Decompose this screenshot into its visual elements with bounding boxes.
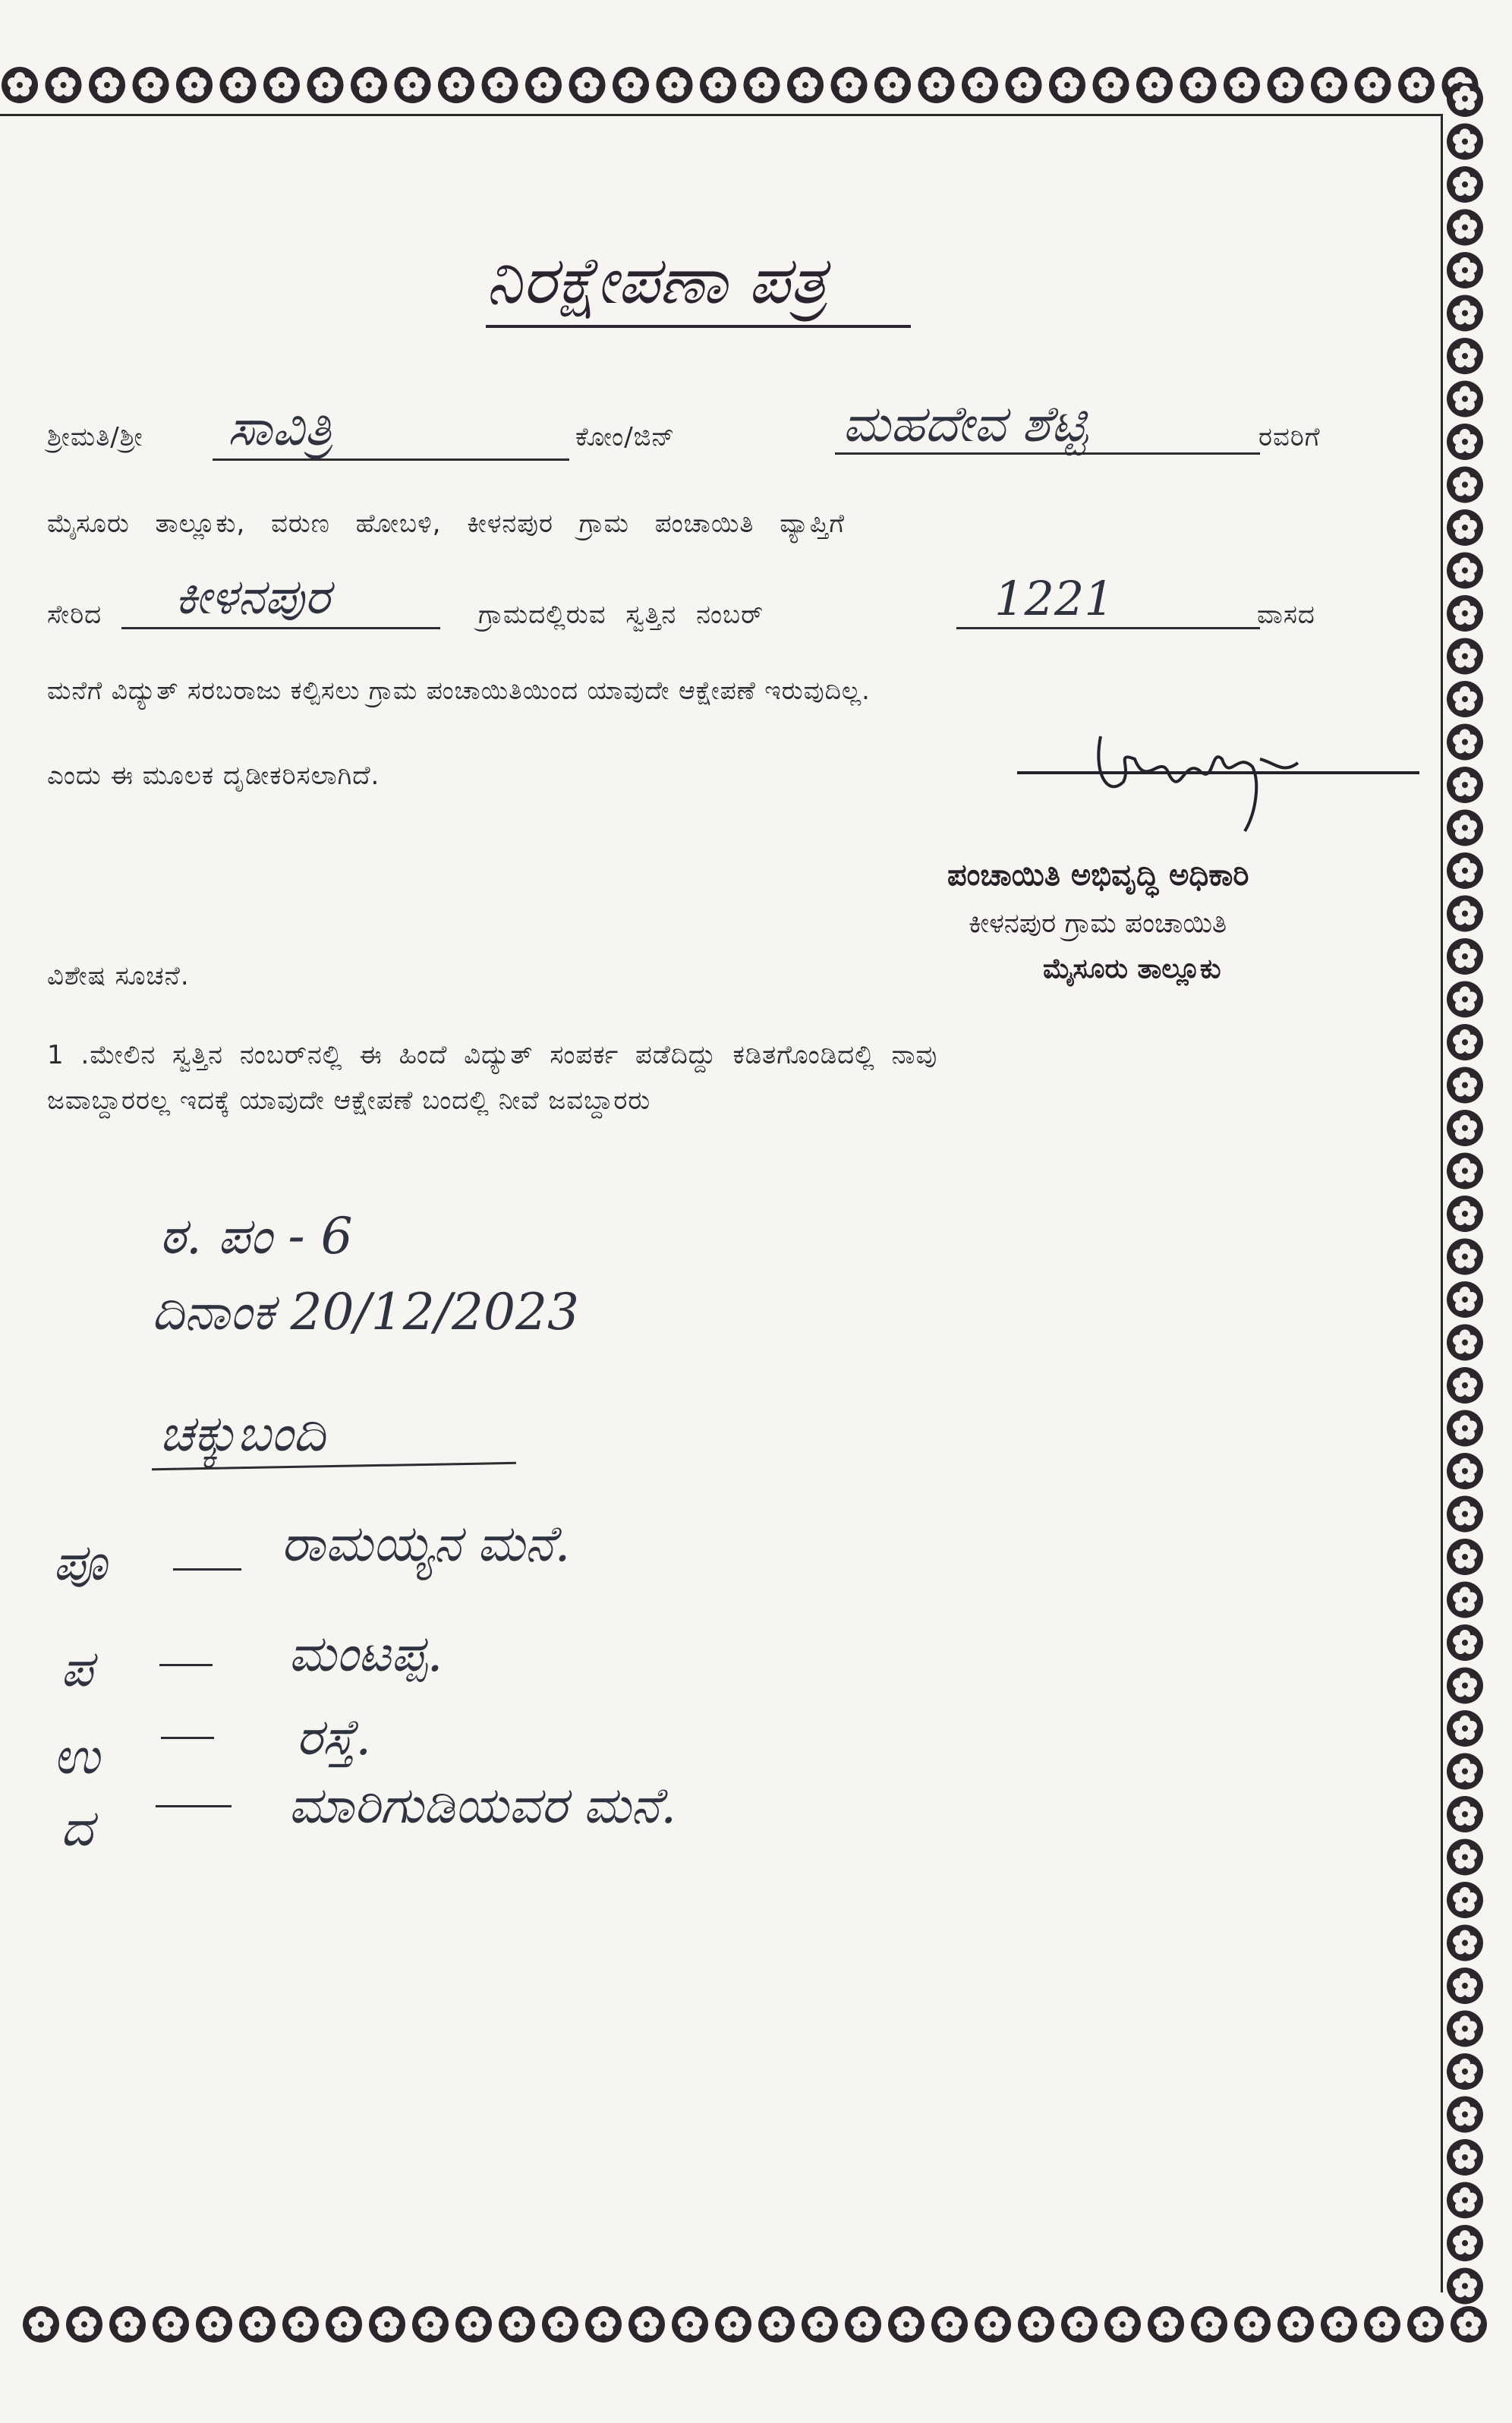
boundary-west-direction: ಪ	[61, 1640, 93, 1698]
flower-ornament-icon	[700, 67, 736, 103]
boundary-east-dash	[173, 1568, 241, 1571]
handwritten-date: ದಿನಾಂಕ 20/12/2023	[152, 1283, 579, 1341]
flower-ornament-icon	[715, 2306, 751, 2343]
flower-ornament-icon	[1447, 681, 1483, 717]
flower-ornament-icon	[1018, 2306, 1054, 2343]
flower-ornament-icon	[931, 2306, 968, 2343]
flower-ornament-icon	[1447, 1024, 1483, 1060]
flower-ornament-icon	[1447, 424, 1483, 460]
flower-ornament-icon	[1321, 2306, 1357, 2343]
flower-ornament-icon	[239, 2306, 276, 2343]
flower-ornament-icon	[1104, 2306, 1141, 2343]
inner-rule-top	[0, 114, 1442, 116]
page-title: ನಿರಕ್ಷೇಪಣಾ ಪತ್ರ	[486, 243, 827, 319]
flower-ornament-icon	[962, 67, 998, 103]
flower-ornament-icon	[569, 67, 606, 103]
flower-ornament-icon	[1447, 1968, 1483, 2004]
flower-ornament-icon	[1447, 1239, 1483, 1275]
stamp-designation: ಪಂಚಾಯಿತಿ ಅಭಿವೃದ್ಧಿ ಅಧಿಕಾರಿ	[947, 858, 1249, 893]
flower-ornament-icon	[585, 2306, 622, 2343]
flower-ornament-icon	[1447, 1496, 1483, 1533]
relation-label: ಕೋಂ/ಜಿನ್	[575, 422, 676, 452]
flower-ornament-icon	[613, 67, 649, 103]
serida-label: ಸೇರಿದ	[47, 600, 102, 630]
flower-ornament-icon	[787, 67, 824, 103]
flower-ornament-icon	[874, 67, 911, 103]
flower-ornament-icon	[499, 2306, 535, 2343]
flower-ornament-icon	[1447, 1624, 1483, 1661]
boundary-south-dash	[156, 1805, 232, 1807]
flower-ornament-icon	[282, 2306, 319, 2343]
flower-ornament-icon	[220, 67, 257, 103]
flower-ornament-icon	[1447, 1367, 1483, 1404]
decorative-border-bottom	[23, 2300, 1503, 2349]
flower-ornament-icon	[845, 2306, 881, 2343]
flower-ornament-icon	[672, 2306, 708, 2343]
flower-ornament-icon	[831, 67, 868, 103]
flower-ornament-icon	[1447, 724, 1483, 761]
flower-ornament-icon	[1447, 2268, 1483, 2305]
stamp-panchayat: ಕೀಳನಪುರ ಗ್ರಾಮ ಪಂಚಾಯಿತಿ	[969, 908, 1227, 939]
flower-ornament-icon	[1447, 1882, 1483, 1918]
flower-ornament-icon	[1447, 2182, 1483, 2219]
flower-ornament-icon	[1447, 981, 1483, 1018]
boundary-west-value: ಮಂಟಪ್ಪ.	[288, 1624, 443, 1683]
ravarige-label: ರವರಿಗೆ	[1258, 422, 1321, 452]
stamp-taluk: ಮೈಸೂರು ತಾಲ್ಲೂಕು	[1043, 953, 1221, 985]
note-line-2: ಜವಾಬ್ದಾರರಲ್ಲ ಇದಕ್ಕೆ ಯಾವುದೇ ಆಕ್ಷೇಪಣೆ ಬಂದಲ್ಲಿ ನೀವೆ ಜವಬ್ದಾರರು	[47, 1085, 651, 1116]
village-name-line	[121, 627, 440, 629]
flower-ornament-icon	[23, 2306, 59, 2343]
flower-ornament-icon	[1447, 1453, 1483, 1489]
flower-ornament-icon	[1447, 467, 1483, 503]
boundary-west-dash	[159, 1664, 213, 1666]
flower-ornament-icon	[918, 67, 955, 103]
flower-ornament-icon	[1447, 210, 1483, 246]
flower-ornament-icon	[482, 67, 518, 103]
village-name: ಕೀಳನಪುರ	[175, 569, 330, 625]
flower-ornament-icon	[1447, 381, 1483, 417]
flower-ornament-icon	[1447, 124, 1483, 160]
flower-ornament-icon	[1006, 67, 1042, 103]
flower-ornament-icon	[1447, 166, 1483, 203]
title-underline	[486, 325, 911, 328]
decorative-border-right	[1442, 83, 1488, 2323]
flower-ornament-icon	[66, 2306, 102, 2343]
flower-ornament-icon	[1447, 1839, 1483, 1876]
flower-ornament-icon	[1061, 2306, 1098, 2343]
flower-ornament-icon	[1093, 67, 1129, 103]
flower-ornament-icon	[369, 2306, 405, 2343]
flower-ornament-icon	[975, 2306, 1011, 2343]
flower-ornament-icon	[1311, 67, 1347, 103]
decorative-border-top	[0, 62, 1488, 108]
flower-ornament-icon	[1447, 1753, 1483, 1790]
flower-ornament-icon	[1268, 67, 1304, 103]
flower-ornament-icon	[1277, 2306, 1314, 2343]
flower-ornament-icon	[1447, 338, 1483, 374]
flower-ornament-icon	[1136, 67, 1173, 103]
property-number-label: ಗ್ರಾಮದಲ್ಲಿರುವ ಸ್ವತ್ತಿನ ನಂಬರ್	[478, 600, 764, 630]
flower-ornament-icon	[888, 2306, 925, 2343]
flower-ornament-icon	[153, 2306, 189, 2343]
flower-ornament-icon	[1398, 67, 1435, 103]
flower-ornament-icon	[1447, 852, 1483, 889]
flower-ornament-icon	[1447, 896, 1483, 932]
flower-ornament-icon	[438, 67, 474, 103]
flower-ornament-icon	[412, 2306, 449, 2343]
certification-statement: ಎಂದು ಈ ಮೂಲಕ ದೃಡೀಕರಿಸಲಾಗಿದೆ.	[47, 761, 380, 791]
flower-border-right-icon	[1442, 83, 1488, 2323]
flower-ornament-icon	[1447, 1668, 1483, 1704]
boundary-north-direction: ಉ	[53, 1727, 100, 1785]
boundary-south-value: ಮಾರಿಗುಡಿಯವರ ಮನೆ.	[288, 1776, 677, 1835]
flower-ornament-icon	[1447, 1925, 1483, 1961]
officer-signature-icon	[1010, 729, 1435, 835]
flower-ornament-icon	[1447, 83, 1483, 117]
inner-rule-right	[1441, 114, 1443, 2292]
flower-ornament-icon	[525, 67, 562, 103]
flower-ornament-icon	[1049, 67, 1085, 103]
boundary-east-direction: ಪೂ	[53, 1533, 108, 1592]
applicant-name-line	[213, 458, 569, 461]
flower-ornament-icon	[1447, 1539, 1483, 1575]
flower-border-bottom-icon	[23, 2300, 1503, 2349]
flower-ornament-icon	[1447, 2225, 1483, 2261]
reference-number: ಠ. ಪಂ - 6	[159, 1207, 353, 1265]
flower-ornament-icon	[1224, 67, 1260, 103]
no-objection-statement: ಮನೆಗೆ ವಿದ್ಯುತ್ ಸರಬರಾಜು ಕಲ್ಪಿಸಲು ಗ್ರಾಮ ಪಂಚಾಯಿತಿಯಿಂದ ಯಾವುದೇ ಆಕ್ಷೇಪಣೆ ಇರುವುದಿಲ್ಲ.	[47, 676, 871, 705]
flower-ornament-icon	[89, 67, 125, 103]
flower-ornament-icon	[1447, 2011, 1483, 2047]
flower-ornament-icon	[1447, 509, 1483, 546]
flower-ornament-icon	[326, 2306, 362, 2343]
flower-ornament-icon	[1191, 2306, 1227, 2343]
flower-ornament-icon	[1447, 938, 1483, 975]
flower-ornament-icon	[395, 67, 431, 103]
flower-ornament-icon	[802, 2306, 838, 2343]
boundary-north-dash	[161, 1737, 214, 1739]
flower-ornament-icon	[1447, 553, 1483, 589]
flower-ornament-icon	[1447, 1710, 1483, 1747]
flower-ornament-icon	[1148, 2306, 1184, 2343]
flower-ornament-icon	[542, 2306, 578, 2343]
flower-ornament-icon	[455, 2306, 492, 2343]
flower-ornament-icon	[1447, 1796, 1483, 1832]
flower-ornament-icon	[1447, 1281, 1483, 1318]
boundary-north-value: ರಸ್ತೆ.	[296, 1708, 372, 1766]
flower-ornament-icon	[1447, 638, 1483, 675]
flower-ornament-icon	[1447, 595, 1483, 632]
flower-ornament-icon	[1447, 2053, 1483, 2090]
note-heading: ವಿಶೇಷ ಸೂಚನೆ.	[47, 961, 190, 991]
flower-ornament-icon	[263, 67, 300, 103]
flower-ornament-icon	[1364, 2306, 1400, 2343]
note-line-1: 1 .ಮೇಲಿನ ಸ್ವತ್ತಿನ ನಂಬರ್‌ನಲ್ಲಿ ಈ ಹಿಂದೆ ವಿದ್ಯುತ್ ಸಂಪರ್ಕ ಪಡೆದಿದ್ದು ಕಡಿತಗೊಂಡಿದಲ್ಲಿ ನಾವು	[47, 1040, 938, 1070]
flower-ornament-icon	[744, 67, 780, 103]
boundary-south-direction: ದ	[61, 1799, 93, 1857]
address-line: ಮೈಸೂರು ತಾಲ್ಲೂಕು, ವರುಣ ಹೋಬಳಿ, ಕೀಳನಪುರ ಗ್ರಾಮ ಪಂಚಾಯಿತಿ ವ್ಯಾಪ್ತಿಗೆ	[47, 509, 846, 539]
flower-ornament-icon	[657, 67, 693, 103]
flower-ornament-icon	[1447, 1410, 1483, 1447]
flower-ornament-icon	[1451, 2306, 1487, 2343]
flower-ornament-icon	[109, 2306, 146, 2343]
salutation-prefix: ಶ್ರೀಮತಿ/ಶ್ರೀ	[47, 422, 143, 452]
flower-ornament-icon	[1447, 1110, 1483, 1146]
flower-ornament-icon	[307, 67, 344, 103]
property-number: 1221	[994, 571, 1114, 626]
vasada-label: ವಾಸದ	[1257, 600, 1315, 630]
father-name-line	[835, 452, 1260, 455]
boundary-east-value: ರಾಮಯ್ಯನ ಮನೆ.	[281, 1514, 571, 1573]
flower-ornament-icon	[1447, 1153, 1483, 1189]
flower-ornament-icon	[176, 67, 213, 103]
flower-border-top-icon	[0, 62, 1488, 108]
flower-ornament-icon	[758, 2306, 795, 2343]
flower-ornament-icon	[1447, 1067, 1483, 1104]
flower-ornament-icon	[1234, 2306, 1271, 2343]
flower-ornament-icon	[1180, 67, 1217, 103]
flower-ornament-icon	[351, 67, 387, 103]
flower-ornament-icon	[1407, 2306, 1444, 2343]
property-number-line	[956, 627, 1260, 629]
flower-ornament-icon	[2, 67, 38, 103]
flower-ornament-icon	[1447, 767, 1483, 803]
flower-ornament-icon	[196, 2306, 232, 2343]
flower-ornament-icon	[1447, 2139, 1483, 2176]
flower-ornament-icon	[133, 67, 169, 103]
flower-ornament-icon	[1355, 67, 1391, 103]
applicant-name: ಸಾವಿತ್ರಿ	[228, 399, 333, 457]
flower-ornament-icon	[1447, 295, 1483, 332]
flower-ornament-icon	[1447, 252, 1483, 288]
flower-ornament-icon	[1447, 1582, 1483, 1618]
flower-ornament-icon	[1447, 2097, 1483, 2133]
flower-ornament-icon	[1447, 1325, 1483, 1361]
flower-ornament-icon	[628, 2306, 665, 2343]
father-name: ಮಹದೇವ ಶೆಟ್ಟಿ	[843, 395, 1088, 453]
flower-ornament-icon	[46, 67, 82, 103]
boundaries-heading: ಚಕ್ಕುಬಂದಿ	[159, 1404, 326, 1463]
flower-ornament-icon	[1447, 810, 1483, 846]
flower-ornament-icon	[1447, 1196, 1483, 1232]
